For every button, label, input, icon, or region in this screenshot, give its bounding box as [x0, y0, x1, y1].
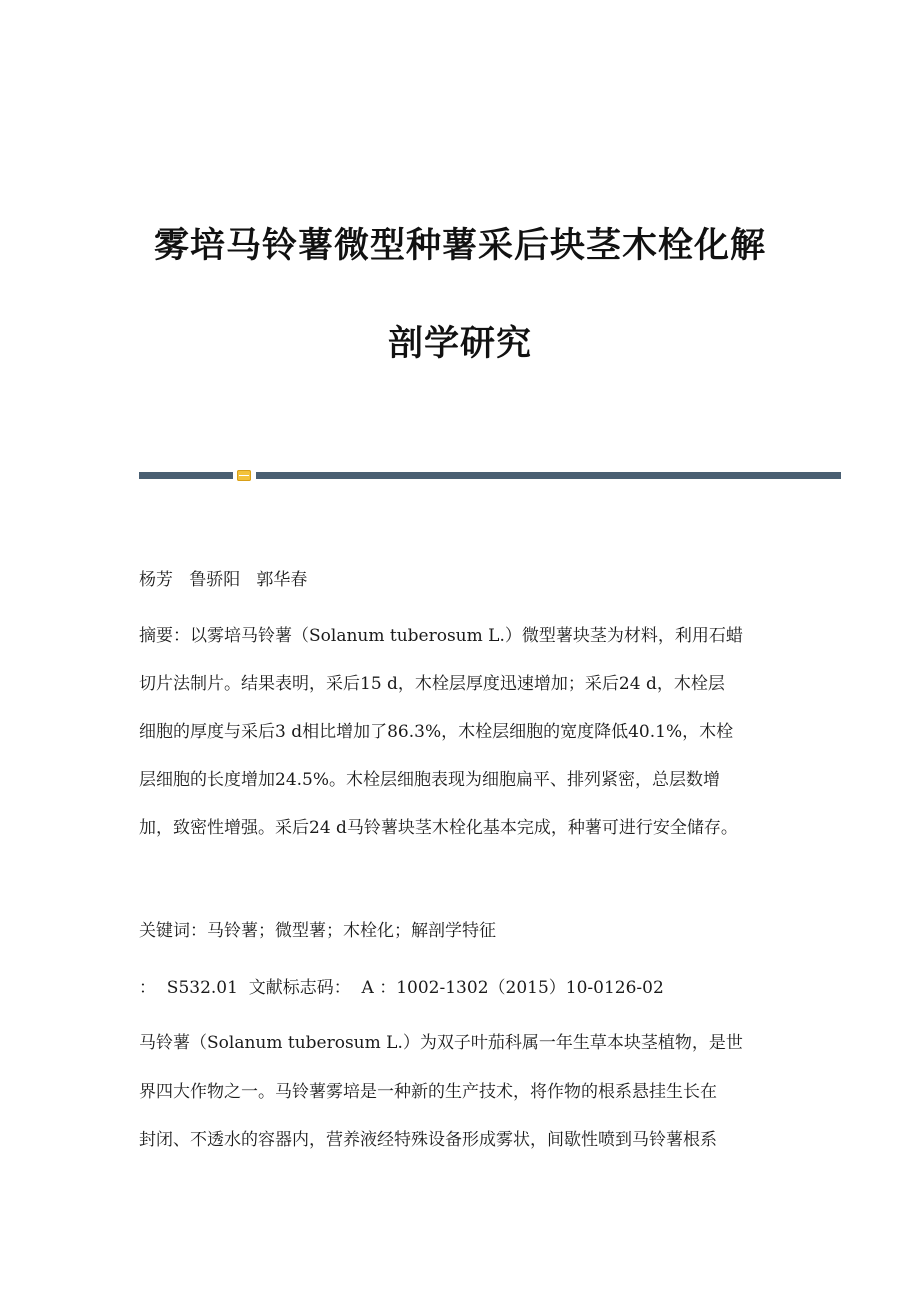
body-text-line: 封闭、不透水的容器内，营养液经特殊设备形成雾状，间歇性喷到马铃薯根系: [139, 1130, 717, 1150]
abstract-line: 切片法制片。结果表明，采后15 d，木栓层厚度迅速增加；采后24 d，木栓层: [139, 674, 725, 694]
abstract-line: 摘要：以雾培马铃薯（Solanum tuberosum L.）微型薯块茎为材料，利用石蜡: [139, 626, 743, 646]
abstract-line: 细胞的厚度与采后3 d相比增加了86.3%，木栓层细胞的宽度降低40.1%，木栓: [139, 722, 734, 742]
divider-bar-left: [139, 472, 233, 479]
title-divider: [139, 470, 841, 480]
body-text-line: 界四大作物之一。马铃薯雾培是一种新的生产技术，将作物的根系悬挂生长在: [139, 1082, 717, 1102]
abstract-line: 层细胞的长度增加24.5%。木栓层细胞表现为细胞扁平、排列紧密，总层数增: [139, 770, 721, 790]
body-text-line: 马铃薯（Solanum tuberosum L.）为双子叶茄科属一年生草本块茎植物，是世: [139, 1033, 743, 1053]
divider-ornament-icon: [237, 470, 251, 481]
author-list: 杨芳 鲁骄阳 郭华春: [139, 570, 308, 590]
page-title-line-2: 剖学研究: [387, 324, 532, 364]
classification-info: ： S532.01 文献标志码： A ：1002-1302（2015）10-0126-02: [139, 978, 664, 998]
page-title-line-1: 雾培马铃薯微型种薯采后块茎木栓化解: [153, 226, 766, 266]
keywords: 关键词：马铃薯；微型薯；木栓化；解剖学特征: [139, 921, 496, 941]
divider-bar-right: [256, 472, 841, 479]
abstract-line: 加，致密性增强。采后24 d马铃薯块茎木栓化基本完成，种薯可进行安全储存。: [139, 818, 738, 838]
